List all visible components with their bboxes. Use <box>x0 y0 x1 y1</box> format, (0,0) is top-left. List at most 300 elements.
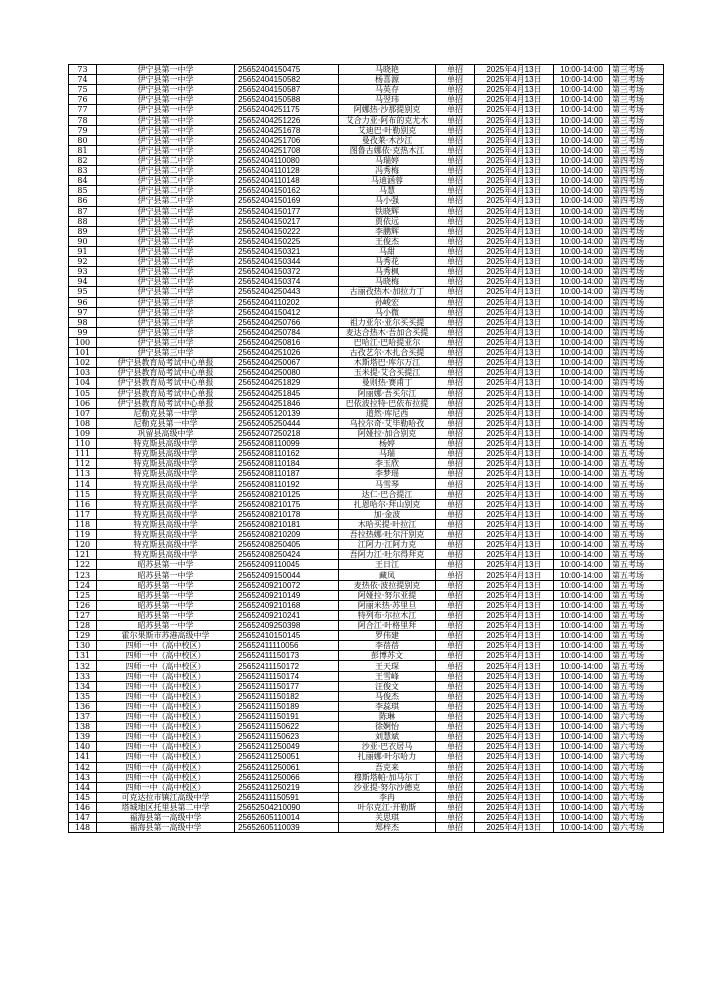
row-number-cell: 132 <box>69 661 97 671</box>
candidate-name-cell: 郑梓杰 <box>339 823 436 833</box>
table-row <box>69 823 664 833</box>
exam-date-cell: 2025年4月13日 <box>475 701 554 711</box>
exam-room-cell: 第四考场 <box>610 327 664 337</box>
row-number-cell: 144 <box>69 782 97 792</box>
table-row <box>69 257 664 267</box>
school-name-cell: 昭苏县第一中学 <box>97 560 235 570</box>
exam-roster-body <box>69 65 664 833</box>
exam-time-cell: 10:00-14:00 <box>554 813 610 823</box>
exam-time-cell: 10:00-14:00 <box>554 75 610 85</box>
exam-type-cell: 单招 <box>436 317 475 327</box>
row-number-cell: 107 <box>69 408 97 418</box>
exam-date-cell: 2025年4月13日 <box>475 792 554 802</box>
exam-time-cell: 10:00-14:00 <box>554 206 610 216</box>
candidate-name-cell: 徐婀怡 <box>339 722 436 732</box>
row-number-cell: 102 <box>69 358 97 368</box>
table-row <box>69 782 664 792</box>
exam-room-cell: 第五考场 <box>610 489 664 499</box>
candidate-id-cell: 25652405250444 <box>235 418 339 428</box>
school-name-cell: 特克斯县高级中学 <box>97 530 235 540</box>
exam-time-cell: 10:00-14:00 <box>554 196 610 206</box>
candidate-name-cell: 马小微 <box>339 307 436 317</box>
candidate-name-cell: 李梦瑶 <box>339 469 436 479</box>
exam-date-cell: 2025年4月13日 <box>475 691 554 701</box>
exam-type-cell: 单招 <box>436 166 475 176</box>
exam-room-cell: 第六考场 <box>610 772 664 782</box>
row-number-cell: 139 <box>69 732 97 742</box>
exam-time-cell: 10:00-14:00 <box>554 439 610 449</box>
exam-room-cell: 第五考场 <box>610 651 664 661</box>
exam-type-cell: 单招 <box>436 176 475 186</box>
candidate-name-cell: 孙峻宏 <box>339 297 436 307</box>
row-number-cell: 127 <box>69 610 97 620</box>
exam-type-cell: 单招 <box>436 297 475 307</box>
row-number-cell: 76 <box>69 95 97 105</box>
exam-time-cell: 10:00-14:00 <box>554 610 610 620</box>
exam-time-cell: 10:00-14:00 <box>554 782 610 792</box>
exam-date-cell: 2025年4月13日 <box>475 378 554 388</box>
row-number-cell: 79 <box>69 125 97 135</box>
school-name-cell: 伊宁县第二中学 <box>97 246 235 256</box>
school-name-cell: 伊宁县教育局考试中心单报 <box>97 368 235 378</box>
candidate-name-cell: 王天琛 <box>339 661 436 671</box>
row-number-cell: 87 <box>69 206 97 216</box>
school-name-cell: 特克斯县高级中学 <box>97 439 235 449</box>
candidate-id-cell: 25652404150412 <box>235 307 339 317</box>
exam-room-cell: 第五考场 <box>610 580 664 590</box>
exam-room-cell: 第六考场 <box>610 742 664 752</box>
candidate-name-cell: 李鹏辉 <box>339 226 436 236</box>
exam-date-cell: 2025年4月13日 <box>475 95 554 105</box>
exam-room-cell: 第三考场 <box>610 125 664 135</box>
school-name-cell: 昭苏县第一中学 <box>97 570 235 580</box>
candidate-name-cell: 王雪峰 <box>339 671 436 681</box>
exam-date-cell: 2025年4月13日 <box>475 297 554 307</box>
row-number-cell: 148 <box>69 823 97 833</box>
row-number-cell: 141 <box>69 752 97 762</box>
candidate-name-cell: 马迪涵蓉 <box>339 176 436 186</box>
exam-type-cell: 单招 <box>436 246 475 256</box>
exam-date-cell: 2025年4月13日 <box>475 762 554 772</box>
exam-time-cell: 10:00-14:00 <box>554 752 610 762</box>
candidate-id-cell: 25652404150587 <box>235 85 339 95</box>
candidate-name-cell: 汪俊文 <box>339 681 436 691</box>
exam-type-cell: 单招 <box>436 580 475 590</box>
exam-room-cell: 第四考场 <box>610 155 664 165</box>
candidate-name-cell: 马秀花 <box>339 257 436 267</box>
exam-date-cell: 2025年4月13日 <box>475 621 554 631</box>
exam-type-cell: 单招 <box>436 348 475 358</box>
school-name-cell: 伊宁县教育局考试中心单报 <box>97 378 235 388</box>
exam-type-cell: 单招 <box>436 823 475 833</box>
exam-type-cell: 单招 <box>436 236 475 246</box>
candidate-name-cell: 古孜艺尔·木扎合买提 <box>339 348 436 358</box>
exam-type-cell: 单招 <box>436 85 475 95</box>
candidate-id-cell: 25652404150169 <box>235 196 339 206</box>
school-name-cell: 伊宁县第三中学 <box>97 348 235 358</box>
exam-type-cell: 单招 <box>436 813 475 823</box>
candidate-id-cell: 25652404251845 <box>235 388 339 398</box>
exam-type-cell: 单招 <box>436 590 475 600</box>
exam-type-cell: 单招 <box>436 186 475 196</box>
table-row <box>69 580 664 590</box>
exam-type-cell: 单招 <box>436 105 475 115</box>
candidate-id-cell: 25652504210090 <box>235 802 339 812</box>
school-name-cell: 四师一中（高中校区） <box>97 671 235 681</box>
exam-type-cell: 单招 <box>436 368 475 378</box>
exam-time-cell: 10:00-14:00 <box>554 65 610 75</box>
exam-date-cell: 2025年4月13日 <box>475 337 554 347</box>
exam-type-cell: 单招 <box>436 65 475 75</box>
row-number-cell: 143 <box>69 772 97 782</box>
exam-type-cell: 单招 <box>436 782 475 792</box>
exam-time-cell: 10:00-14:00 <box>554 418 610 428</box>
row-number-cell: 73 <box>69 65 97 75</box>
exam-time-cell: 10:00-14:00 <box>554 762 610 772</box>
exam-type-cell: 单招 <box>436 95 475 105</box>
school-name-cell: 四师一中（高中校区） <box>97 772 235 782</box>
candidate-name-cell: 艾迪巴·叶勒别克 <box>339 125 436 135</box>
exam-type-cell: 单招 <box>436 802 475 812</box>
school-name-cell: 特克斯县高级中学 <box>97 519 235 529</box>
table-row <box>69 641 664 651</box>
exam-type-cell: 单招 <box>436 408 475 418</box>
exam-date-cell: 2025年4月13日 <box>475 540 554 550</box>
exam-date-cell: 2025年4月13日 <box>475 287 554 297</box>
table-row <box>69 428 664 438</box>
exam-room-cell: 第四考场 <box>610 398 664 408</box>
candidate-id-cell: 25652411250061 <box>235 762 339 772</box>
row-number-cell: 114 <box>69 479 97 489</box>
exam-time-cell: 10:00-14:00 <box>554 166 610 176</box>
table-row <box>69 570 664 580</box>
exam-type-cell: 单招 <box>436 641 475 651</box>
row-number-cell: 110 <box>69 439 97 449</box>
exam-room-cell: 第五考场 <box>610 621 664 631</box>
school-name-cell: 伊宁县第三中学 <box>97 317 235 327</box>
exam-date-cell: 2025年4月13日 <box>475 449 554 459</box>
row-number-cell: 131 <box>69 651 97 661</box>
table-row <box>69 125 664 135</box>
exam-room-cell: 第五考场 <box>610 590 664 600</box>
exam-type-cell: 单招 <box>436 449 475 459</box>
exam-room-cell: 第四考场 <box>610 267 664 277</box>
exam-room-cell: 第五考场 <box>610 439 664 449</box>
candidate-id-cell: 25652605110014 <box>235 813 339 823</box>
candidate-name-cell: 木哈买提·叶拉江 <box>339 519 436 529</box>
row-number-cell: 128 <box>69 621 97 631</box>
exam-time-cell: 10:00-14:00 <box>554 358 610 368</box>
candidate-id-cell: 25652404150225 <box>235 236 339 246</box>
row-number-cell: 89 <box>69 226 97 236</box>
exam-time-cell: 10:00-14:00 <box>554 823 610 833</box>
table-row <box>69 550 664 560</box>
school-name-cell: 伊宁县第一中学 <box>97 145 235 155</box>
row-number-cell: 88 <box>69 216 97 226</box>
exam-date-cell: 2025年4月13日 <box>475 641 554 651</box>
exam-time-cell: 10:00-14:00 <box>554 641 610 651</box>
school-name-cell: 特克斯县高级中学 <box>97 509 235 519</box>
school-name-cell: 伊宁县第三中学 <box>97 297 235 307</box>
exam-time-cell: 10:00-14:00 <box>554 216 610 226</box>
exam-type-cell: 单招 <box>436 701 475 711</box>
candidate-name-cell: 艾合力亚·阿布的克尤木 <box>339 115 436 125</box>
exam-date-cell: 2025年4月13日 <box>475 267 554 277</box>
exam-time-cell: 10:00-14:00 <box>554 671 610 681</box>
exam-room-cell: 第五考场 <box>610 691 664 701</box>
school-name-cell: 特克斯县高级中学 <box>97 499 235 509</box>
school-name-cell: 伊宁县第二中学 <box>97 176 235 186</box>
school-name-cell: 特克斯县高级中学 <box>97 459 235 469</box>
exam-date-cell: 2025年4月13日 <box>475 418 554 428</box>
row-number-cell: 100 <box>69 337 97 347</box>
exam-date-cell: 2025年4月13日 <box>475 570 554 580</box>
candidate-name-cell: 江阿力·江阿力克 <box>339 540 436 550</box>
exam-time-cell: 10:00-14:00 <box>554 348 610 358</box>
candidate-id-cell: 25652411150591 <box>235 792 339 802</box>
exam-time-cell: 10:00-14:00 <box>554 408 610 418</box>
exam-date-cell: 2025年4月13日 <box>475 428 554 438</box>
candidate-name-cell: 叶尔克江·开勒斯 <box>339 802 436 812</box>
table-row <box>69 418 664 428</box>
exam-time-cell: 10:00-14:00 <box>554 246 610 256</box>
candidate-id-cell: 25652404251175 <box>235 105 339 115</box>
candidate-name-cell: 李冉 <box>339 792 436 802</box>
row-number-cell: 94 <box>69 277 97 287</box>
table-row <box>69 277 664 287</box>
table-row <box>69 742 664 752</box>
table-row <box>69 327 664 337</box>
exam-date-cell: 2025年4月13日 <box>475 246 554 256</box>
table-row <box>69 368 664 378</box>
candidate-id-cell: 25652404251846 <box>235 398 339 408</box>
exam-time-cell: 10:00-14:00 <box>554 509 610 519</box>
candidate-name-cell: 阿娅拉·加合别克 <box>339 428 436 438</box>
row-number-cell: 140 <box>69 742 97 752</box>
school-name-cell: 特克斯县高级中学 <box>97 469 235 479</box>
exam-time-cell: 10:00-14:00 <box>554 722 610 732</box>
row-number-cell: 116 <box>69 499 97 509</box>
exam-date-cell: 2025年4月13日 <box>475 802 554 812</box>
exam-room-cell: 第三考场 <box>610 65 664 75</box>
table-row <box>69 317 664 327</box>
school-name-cell: 伊宁县第二中学 <box>97 206 235 216</box>
table-row <box>69 206 664 216</box>
exam-type-cell: 单招 <box>436 145 475 155</box>
exam-time-cell: 10:00-14:00 <box>554 651 610 661</box>
exam-room-cell: 第六考场 <box>610 802 664 812</box>
exam-room-cell: 第四考场 <box>610 277 664 287</box>
candidate-id-cell: 25652411150172 <box>235 661 339 671</box>
candidate-id-cell: 25652408110184 <box>235 459 339 469</box>
exam-type-cell: 单招 <box>436 610 475 620</box>
table-row <box>69 802 664 812</box>
candidate-name-cell: 李玉欣 <box>339 459 436 469</box>
exam-room-cell: 第五考场 <box>610 459 664 469</box>
exam-type-cell: 单招 <box>436 499 475 509</box>
candidate-id-cell: 25652409250398 <box>235 621 339 631</box>
exam-time-cell: 10:00-14:00 <box>554 398 610 408</box>
exam-time-cell: 10:00-14:00 <box>554 772 610 782</box>
table-row <box>69 530 664 540</box>
exam-room-cell: 第四考场 <box>610 226 664 236</box>
candidate-name-cell: 杨婷 <box>339 439 436 449</box>
school-name-cell: 伊宁县教育局考试中心单报 <box>97 358 235 368</box>
exam-date-cell: 2025年4月13日 <box>475 206 554 216</box>
exam-type-cell: 单招 <box>436 722 475 732</box>
school-name-cell: 伊宁县第三中学 <box>97 337 235 347</box>
exam-room-cell: 第四考场 <box>610 317 664 327</box>
exam-type-cell: 单招 <box>436 661 475 671</box>
candidate-id-cell: 25652404251829 <box>235 378 339 388</box>
school-name-cell: 昭苏县第一中学 <box>97 580 235 590</box>
candidate-id-cell: 25652408210178 <box>235 509 339 519</box>
exam-type-cell: 单招 <box>436 428 475 438</box>
exam-room-cell: 第五考场 <box>610 610 664 620</box>
school-name-cell: 四师一中（高中校区） <box>97 722 235 732</box>
row-number-cell: 85 <box>69 186 97 196</box>
row-number-cell: 96 <box>69 297 97 307</box>
table-row <box>69 479 664 489</box>
row-number-cell: 133 <box>69 671 97 681</box>
school-name-cell: 特克斯县高级中学 <box>97 489 235 499</box>
exam-time-cell: 10:00-14:00 <box>554 550 610 560</box>
exam-time-cell: 10:00-14:00 <box>554 560 610 570</box>
table-row <box>69 631 664 641</box>
exam-room-cell: 第四考场 <box>610 418 664 428</box>
exam-date-cell: 2025年4月13日 <box>475 307 554 317</box>
row-number-cell: 78 <box>69 115 97 125</box>
exam-room-cell: 第六考场 <box>610 823 664 833</box>
exam-date-cell: 2025年4月13日 <box>475 469 554 479</box>
table-row <box>69 95 664 105</box>
table-row <box>69 772 664 782</box>
exam-date-cell: 2025年4月13日 <box>475 398 554 408</box>
exam-room-cell: 第四考场 <box>610 196 664 206</box>
exam-date-cell: 2025年4月13日 <box>475 479 554 489</box>
exam-date-cell: 2025年4月13日 <box>475 408 554 418</box>
row-number-cell: 146 <box>69 802 97 812</box>
row-number-cell: 113 <box>69 469 97 479</box>
exam-time-cell: 10:00-14:00 <box>554 631 610 641</box>
candidate-id-cell: 25652404110128 <box>235 166 339 176</box>
candidate-name-cell: 马瑞婷 <box>339 155 436 165</box>
exam-room-cell: 第四考场 <box>610 428 664 438</box>
exam-type-cell: 单招 <box>436 681 475 691</box>
candidate-name-cell: 吾阿力江·吐尔得拜克 <box>339 550 436 560</box>
candidate-name-cell: 扎恩哈尔·拜山别克 <box>339 499 436 509</box>
exam-date-cell: 2025年4月13日 <box>475 732 554 742</box>
row-number-cell: 124 <box>69 580 97 590</box>
exam-time-cell: 10:00-14:00 <box>554 145 610 155</box>
exam-date-cell: 2025年4月13日 <box>475 631 554 641</box>
exam-room-cell: 第四考场 <box>610 236 664 246</box>
exam-date-cell: 2025年4月13日 <box>475 327 554 337</box>
school-name-cell: 福海县第一高级中学 <box>97 823 235 833</box>
exam-time-cell: 10:00-14:00 <box>554 226 610 236</box>
school-name-cell: 四师一中（高中校区） <box>97 651 235 661</box>
exam-type-cell: 单招 <box>436 712 475 722</box>
table-row <box>69 621 664 631</box>
candidate-id-cell: 25652408110099 <box>235 439 339 449</box>
table-row <box>69 681 664 691</box>
exam-room-cell: 第六考场 <box>610 752 664 762</box>
exam-type-cell: 单招 <box>436 287 475 297</box>
candidate-id-cell: 25652404110202 <box>235 297 339 307</box>
row-number-cell: 86 <box>69 196 97 206</box>
exam-date-cell: 2025年4月13日 <box>475 166 554 176</box>
exam-time-cell: 10:00-14:00 <box>554 469 610 479</box>
exam-room-cell: 第三考场 <box>610 115 664 125</box>
exam-room-cell: 第五考场 <box>610 479 664 489</box>
exam-date-cell: 2025年4月13日 <box>475 176 554 186</box>
school-name-cell: 伊宁县第一中学 <box>97 105 235 115</box>
table-row <box>69 691 664 701</box>
table-row <box>69 509 664 519</box>
exam-type-cell: 单招 <box>436 418 475 428</box>
candidate-name-cell: 马翌玮 <box>339 95 436 105</box>
exam-room-cell: 第五考场 <box>610 701 664 711</box>
candidate-name-cell: 铁晓辉 <box>339 206 436 216</box>
school-name-cell: 四师一中（高中校区） <box>97 712 235 722</box>
school-name-cell: 伊宁县第一中学 <box>97 75 235 85</box>
candidate-id-cell: 25652408210181 <box>235 519 339 529</box>
school-name-cell: 尼勒克县第一中学 <box>97 418 235 428</box>
exam-date-cell: 2025年4月13日 <box>475 115 554 125</box>
table-row <box>69 155 664 165</box>
table-row <box>69 297 664 307</box>
candidate-id-cell: 25652404150475 <box>235 65 339 75</box>
school-name-cell: 伊宁县第二中学 <box>97 257 235 267</box>
school-name-cell: 特克斯县高级中学 <box>97 449 235 459</box>
exam-date-cell: 2025年4月13日 <box>475 681 554 691</box>
exam-type-cell: 单招 <box>436 307 475 317</box>
school-name-cell: 伊宁县教育局考试中心单报 <box>97 388 235 398</box>
row-number-cell: 81 <box>69 145 97 155</box>
row-number-cell: 84 <box>69 176 97 186</box>
school-name-cell: 特克斯县高级中学 <box>97 550 235 560</box>
row-number-cell: 130 <box>69 641 97 651</box>
row-number-cell: 117 <box>69 509 97 519</box>
candidate-id-cell: 25652411150177 <box>235 681 339 691</box>
school-name-cell: 伊宁县第三中学 <box>97 327 235 337</box>
exam-time-cell: 10:00-14:00 <box>554 186 610 196</box>
school-name-cell: 伊宁县第一中学 <box>97 125 235 135</box>
exam-type-cell: 单招 <box>436 155 475 165</box>
exam-time-cell: 10:00-14:00 <box>554 267 610 277</box>
row-number-cell: 122 <box>69 560 97 570</box>
candidate-name-cell: 古丽孜热木·加拉力丁 <box>339 287 436 297</box>
school-name-cell: 伊宁县第二中学 <box>97 166 235 176</box>
row-number-cell: 75 <box>69 85 97 95</box>
school-name-cell: 四师一中（高中校区） <box>97 752 235 762</box>
row-number-cell: 112 <box>69 459 97 469</box>
row-number-cell: 101 <box>69 348 97 358</box>
exam-room-cell: 第四考场 <box>610 358 664 368</box>
school-name-cell: 昭苏县第一中学 <box>97 590 235 600</box>
table-row <box>69 469 664 479</box>
exam-date-cell: 2025年4月13日 <box>475 145 554 155</box>
exam-type-cell: 单招 <box>436 560 475 570</box>
exam-type-cell: 单招 <box>436 631 475 641</box>
candidate-id-cell: 25652409110045 <box>235 560 339 570</box>
row-number-cell: 119 <box>69 530 97 540</box>
exam-room-cell: 第五考场 <box>610 550 664 560</box>
exam-time-cell: 10:00-14:00 <box>554 388 610 398</box>
candidate-id-cell: 25652411150623 <box>235 732 339 742</box>
exam-time-cell: 10:00-14:00 <box>554 287 610 297</box>
candidate-id-cell: 25652405120139 <box>235 408 339 418</box>
